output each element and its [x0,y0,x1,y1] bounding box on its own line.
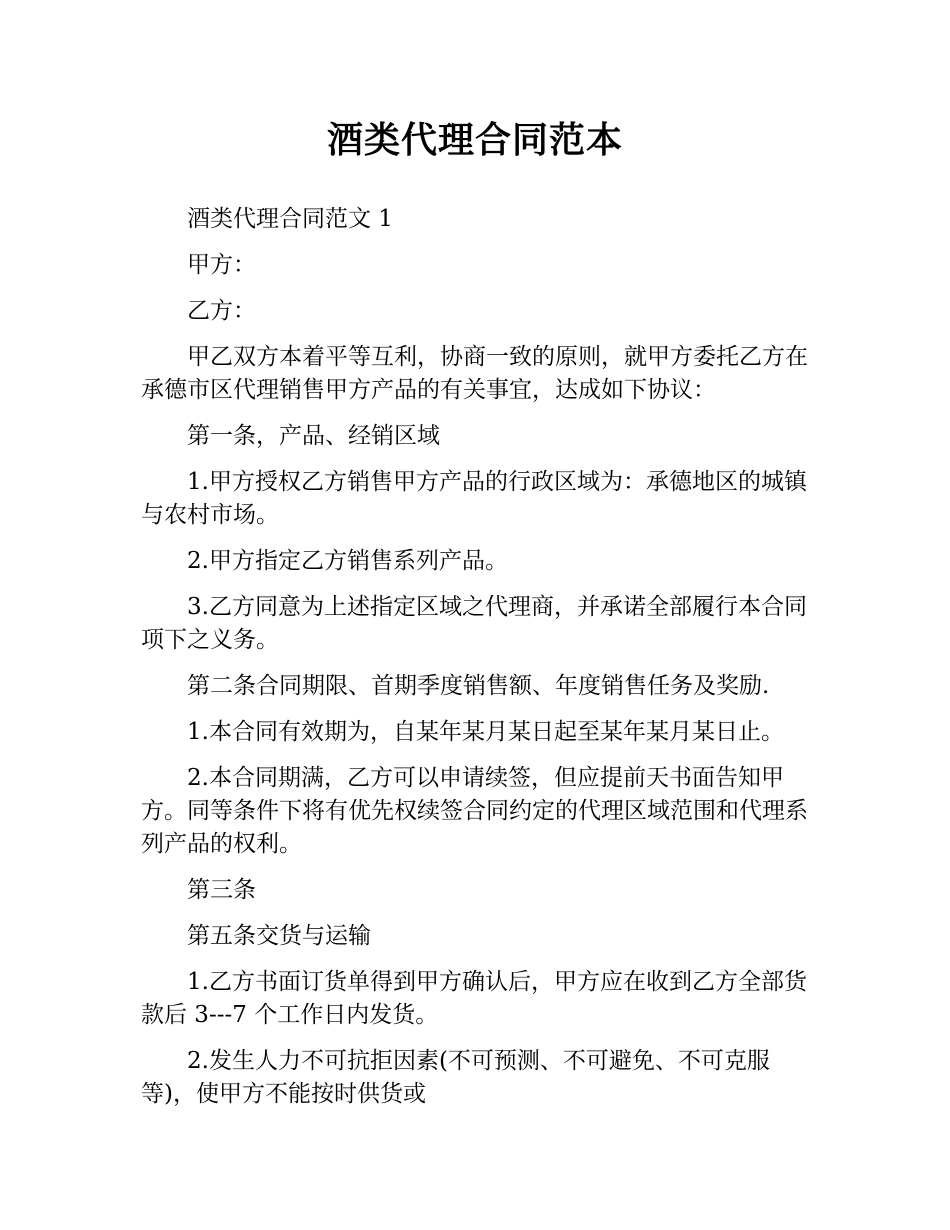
paragraph-article-5-item-1: 1.乙方书面订货单得到甲方确认后，甲方应在收到乙方全部货款后 3---7 个工作日内发货。 [141,969,807,1028]
paragraph-article-5-item-2: 2.发生人力不可抗拒因素(不可预测、不可避免、不可克服等)，使甲方不能按时供货或 [141,1048,770,1107]
paragraph-article-1-item-1: 1.甲方授权乙方销售甲方产品的行政区域为：承德地区的城镇与农村市场。 [141,469,807,528]
paragraph-article-1-item-2: 2.甲方指定乙方销售系列产品。 [187,548,508,574]
paragraph-article-2-heading: 第二条合同期限、首期季度销售额、年度销售任务及奖励. [187,673,770,699]
document-title: 酒类代理合同范本 [326,120,623,161]
paragraph-article-2-item-2: 2.本合同期满，乙方可以申请续签，但应提前天书面告知甲方。同等条件下将有优先权续签合同约定的代理区域范围和代理系列产品的权利。 [141,765,808,857]
paragraph-party-a: 甲方： [187,252,256,278]
paragraph-article-1-item-3: 3.乙方同意为上述指定区域之代理商，并承诺全部履行本合同项下之义务。 [141,594,807,653]
paragraph-article-5-heading: 第五条交货与运输 [187,923,371,949]
paragraph-article-2-item-1: 1.本合同有效期为，自某年某月某日起至某年某月某日止。 [187,719,784,745]
paragraph-contract-heading: 酒类代理合同范文 1 [187,206,393,232]
document-body [141,203,817,1124]
paragraph-party-b: 乙方： [187,298,256,324]
paragraph-article-1-heading: 第一条，产品、经销区域 [187,423,440,449]
paragraph-preamble: 甲乙双方本着平等互利，协商一致的原则，就甲方委托乙方在承德市区代理销售甲方产品的有关事宜，达成如下协议： [141,344,808,403]
paragraph-article-3-heading: 第三条 [187,877,256,903]
